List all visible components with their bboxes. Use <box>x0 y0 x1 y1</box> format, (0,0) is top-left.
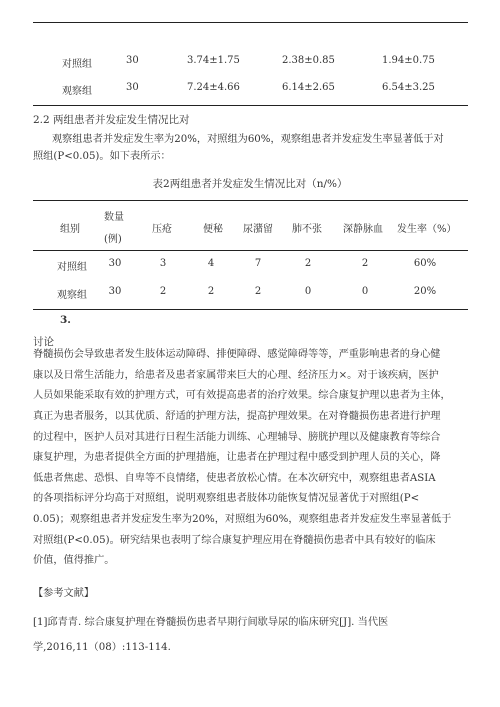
table2-cell-value: 0 <box>304 286 312 297</box>
paragraph-line: 康以及日常生活能力，给患者及患者家属带来巨大的心理、经济压力×。对于该疾病，医护 <box>33 370 439 381</box>
table1-cell-value: 6.54±3.25 <box>382 82 435 93</box>
table2-cell-value: 2 <box>159 286 167 297</box>
table2-header-col: 肺不张 <box>292 224 322 235</box>
table2-header-group: 组别 <box>60 224 80 235</box>
table2-cell-value: 2 <box>304 258 312 269</box>
reference-entry-continued: 学,2016,11（08）:113-114. <box>33 642 171 653</box>
references-heading: 【参考文献】 <box>33 588 95 599</box>
section-title: 讨论 <box>33 336 54 348</box>
table2-header-col: 尿潴留 <box>243 224 273 235</box>
paragraph-line: 康复护理，为患者提供全方面的护理措施，让患者在护理过程中感受到护理人员的关心，降 <box>33 452 441 463</box>
paragraph-line: 人员如果能采取有效的护理方式，可有效提高患者的治疗效果。综合康复护理以患者为主体， <box>33 390 451 401</box>
paragraph-line: 低患者焦虑、恐惧、自卑等不良情绪，使患者放松心情。在本次研究中，观察组患者ASIA <box>33 473 436 484</box>
paragraph-line: 的过程中，医护人员对其进行日程生活能力训练、心理辅导、膀胱护理以及健康教育等综合 <box>33 432 441 443</box>
table2-cell-group: 观察组 <box>57 290 87 301</box>
table2-cell-value: 4 <box>207 258 215 269</box>
table2-cell-value: 0 <box>361 286 369 297</box>
table1-bottom-rule <box>33 105 468 106</box>
table2-header-col: 便秘 <box>203 224 223 235</box>
table2-bottom-rule <box>33 309 468 310</box>
paragraph-line: 脊髓损伤会导致患者发生肢体运动障碍、排便障碍、感觉障碍等等，严重影响患者的身心健 <box>33 349 441 360</box>
table2-top-rule <box>33 200 468 201</box>
section-number: 3. <box>60 314 71 326</box>
table2-cell-count: 30 <box>108 286 122 297</box>
paragraph-line: 的各项指标评分均高于对照组，说明观察组患者肢体功能恢复情况显著优于对照组(P< <box>33 493 420 504</box>
table2-cell-value: 3 <box>159 258 167 269</box>
table1-cell-group: 观察组 <box>62 86 92 97</box>
paragraph-line: 照组(P<0.05)。如下表所示： <box>33 151 171 162</box>
table2-cell-value: 2 <box>361 258 369 269</box>
reference-entry: [1]邱青青. 综合康复护理在脊髓损伤患者早期行间歇导尿的临床研究[J]. 当代医 <box>33 617 389 628</box>
section-heading: 2.2 两组患者并发症发生情况比对 <box>33 114 190 126</box>
table1-cell-value: 6.14±2.65 <box>282 82 335 93</box>
paragraph-line: 真正为患者服务，以其优质、舒适的护理方法，提高护理效果。在对脊髓损伤患者进行护理 <box>33 411 441 422</box>
paragraph-line: 0.05)；观察组患者并发症发生率为20%，对照组为60%，观察组患者并发症发生率显著低于 <box>33 514 452 525</box>
table1-cell-value: 2.38±0.85 <box>282 55 335 66</box>
table1-cell-value: 7.24±4.66 <box>187 82 240 93</box>
table1-cell-n: 30 <box>126 55 139 66</box>
table1-cell-value: 1.94±0.75 <box>382 55 435 66</box>
table1-cell-n: 30 <box>126 82 139 93</box>
table2-header-count-unit: (例) <box>104 234 122 245</box>
table1-cell-value: 3.74±1.75 <box>187 55 240 66</box>
table-caption: 表2两组患者并发症发生情况比对（n/%） <box>152 178 348 190</box>
table2-header-col: 深静脉血 <box>343 224 383 235</box>
table2-cell-group: 对照组 <box>57 262 87 273</box>
table2-header-rule <box>33 250 468 251</box>
paragraph-line: 价值，值得推广。 <box>33 555 115 566</box>
paragraph-line: 观察组患者并发症发生率为20%，对照组为60%，观察组患者并发症发生率显著低于对 <box>52 134 444 145</box>
table2-header-col: 压疮 <box>152 224 172 235</box>
table2-cell-count: 30 <box>108 258 122 269</box>
table1-cell-group: 对照组 <box>62 59 92 70</box>
table2-cell-rate: 20% <box>413 286 437 297</box>
table2-header-count: 数量 <box>104 212 124 223</box>
table1-top-rule <box>33 22 468 23</box>
table2-cell-value: 2 <box>207 286 215 297</box>
table2-header-col: 发生率（%） <box>397 224 457 235</box>
table2-cell-value: 2 <box>254 286 262 297</box>
table2-cell-value: 7 <box>254 258 262 269</box>
paragraph-line: 对照组(P<0.05)。研究结果也表明了综合康复护理应用在脊髓损伤患者中具有较好的临床 <box>33 535 436 546</box>
table2-cell-rate: 60% <box>413 258 437 269</box>
